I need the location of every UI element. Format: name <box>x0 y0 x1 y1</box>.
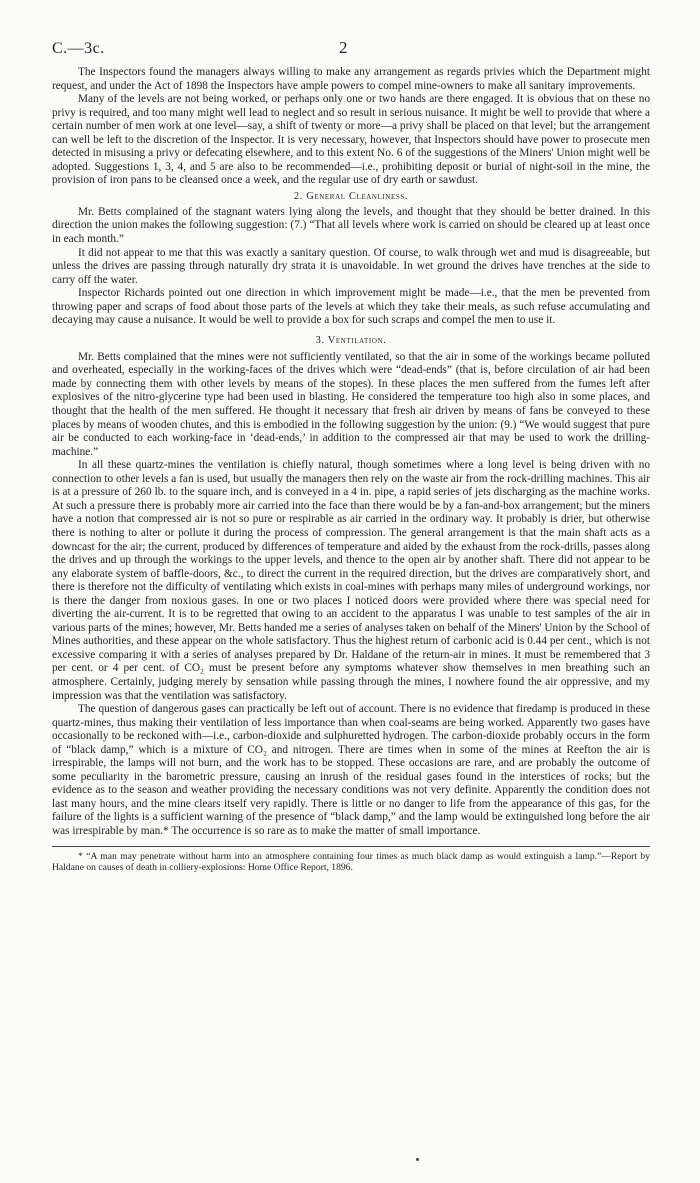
page-header <box>52 38 650 66</box>
section-ventilation <box>52 334 650 839</box>
paragraph: In all these quartz-mines the ventilation is chiefly natural, though sometimes where a long level is being driven with no connection to other levels a fan is used, but usually the managers then rely on the waste air from the rock-drilling machines. This air is at a pressure of 260 lb. to the square inch, and is conveyed in a 4 in. pipe, a rapid series of jets discharging as the machine works. At such a pressure there is probably more air carried into the face than there would be by a fan-and-box arrangement; but the miners have a notion that compressed air is not so pure or respirable as air carried in the ordinary way. It probably is drier, but otherwise there is nothing to alter or pollute it during the process of compression. The general arrangement is that the main shaft acts as a downcast for the air; the current, produced by differences of temperature and aided by the exhaust from the rock-drills, passes along the drives and up through the workings to the upper levels, and thence to the open air by another shaft. There did not appear to be any elaborate system of baffle-doors, &c., to direct the current in the required direction, but the drives are comparatively short, and there is therefore not the difficulty of ventilating which exists in coal-mines with perhaps many miles of underground workings, nor is there the danger from noxious gases. In one or two places I noticed doors were provided where there was special need for diverting the air-current. It is to be regretted that owing to an accident to the apparatus I was unable to test samples of the air in various parts of the mines; however, Mr. Betts handed me a series of analyses taken on behalf of the Miners' Union by the School of Mines authorities, and these appear on the whole satisfactory. Thus the highest return of carbonic acid is 0.44 per cent., which is not excessive comparing it with a series of analyses prepared by Dr. Haldane of the return-air in mines. It must be remembered that 3 per cent. or 4 per cent. of CO₂ must be present before any symptoms whatever show themselves in men breathing such an atmosphere. Certainly, judging merely by sensation while passing through the mines, I nowhere found the air oppressive, and my impression was that the ventilation was satisfactory. <box>52 459 650 702</box>
intro-section <box>52 66 650 188</box>
section-general-cleanliness <box>52 190 650 328</box>
section-heading: 3. Ventilation. <box>315 334 387 346</box>
paragraph: The Inspectors found the managers always willing to make any arrangement as regards privies which the Department might request, and under the Act of 1898 the Inspectors have ample powers to compel mine-owners to make all sanitary improvements. <box>52 66 650 92</box>
paragraph: Mr. Betts complained of the stagnant waters lying along the levels, and thought that they should be better drained. In this direction the union makes the following suggestion: (7.) “That all levels where work is carried on should be cleared up at least once in each month.” <box>52 205 650 246</box>
page-number: 2 <box>339 38 348 57</box>
paragraph: Mr. Betts complained that the mines were not sufficiently ventilated, so that the air in some of the workings became polluted and overheated, especially in the working-faces of the drives which were “dead-ends” (that is, before circulation of air had been made by connecting them with other levels by means of the stopes). In these places the men suffered from the fumes left after explosives of the nitro-glycerine type had been used in blasting. He considered the temperature too high also in some places, and thought that the health of the men suffered. He thought it necessary that fresh air driven by means of fans be conveyed to these places by means of wooden chutes, and this is embodied in the following suggestion by the union: (9.) “We would suggest that pure air be conducted to each working-face in ‘dead-ends,’ in addition to the compressed air that may be used to work the drilling-machine.” <box>52 350 650 458</box>
document-page <box>52 38 650 874</box>
paragraph: Many of the levels are not being worked, or perhaps only one or two hands are there engaged. It is obvious that on these no privy is required, and too many might well lead to neglect and so result in serious nuisance. It might be well to provide that where a certain number of men work at one level—say, a shift of twenty or more—a privy shall be placed on that level; but the arrangement can well be left to the discretion of the Inspector. It is very necessary, however, that Inspectors should have power to prosecute men detected in misusing a privy or defecating elsewhere, and to this extent No. 6 of the suggestions of the Miners' Union might well be adopted. Suggestions 1, 3, 4, and 5 are also to be recommended—i.e., prohibiting deposit or burial of night-soil in the mine, the provision of iron pans to be cleansed once a week, and the regular use of dry earth or sawdust. <box>52 93 650 187</box>
footnote-divider <box>52 846 650 847</box>
footnote: * “A man may penetrate without harm into an atmosphere containing four times as much black damp as would extinguish a lamp.”—Report by Haldane on causes of death in colliery-explosions: Home Office Report, 1896. <box>52 850 650 874</box>
paragraph: It did not appear to me that this was exactly a sanitary question. Of course, to walk through wet and mud is disagreeable, but unless the drives are passing through naturally dry strata it is unavoidable. In wet ground the drives have trenches at the side to carry off the water. <box>52 246 650 286</box>
paragraph: The question of dangerous gases can practically be left out of account. There is no evidence that firedamp is produced in these quartz-mines, thus making their ventilation of less importance than when coal-seams are being worked. Apparently two gases have occasionally to be reckoned with—i.e., carbon-dioxide and sulphuretted hydrogen. The carbon-dioxide probably occurs in the form of “black damp,” which is a mixture of CO₂ and nitrogen. There are times when in some of the mines at Reefton the air is irrespirable, the lamps will not burn, and the work has to be stopped. These occasions are rare, and are probably the outcome of some peculiarity in the barometric pressure, causing an inrush of the residual gases found in the interstices of rocks; but the evidence as to the season and weather providing the necessary conditions was not very definite. Apparently the condition does not last many hours, and the mine clears itself very rapidly. There is little or no danger to life from the appearance of this gas, for the failure of the lights is a sufficient warning of the presence of “black damp,” and the lamp would be extinguished long before the air was irrespirable by man.* The occurrence is so rare as to make the matter of small importance. <box>52 703 650 837</box>
page-speck <box>416 1158 419 1161</box>
document-reference: C.—3c. <box>52 40 105 57</box>
section-heading: 2. General Cleanliness. <box>293 190 409 202</box>
paragraph: Inspector Richards pointed out one direction in which improvement might be made—i.e., that the men be prevented from throwing paper and scraps of food about those parts of the levels at which they take their meals, as such refuse accumulating and decaying may cause a nuisance. It would be well to provide a box for such scraps and compel the men to use it. <box>52 287 650 327</box>
